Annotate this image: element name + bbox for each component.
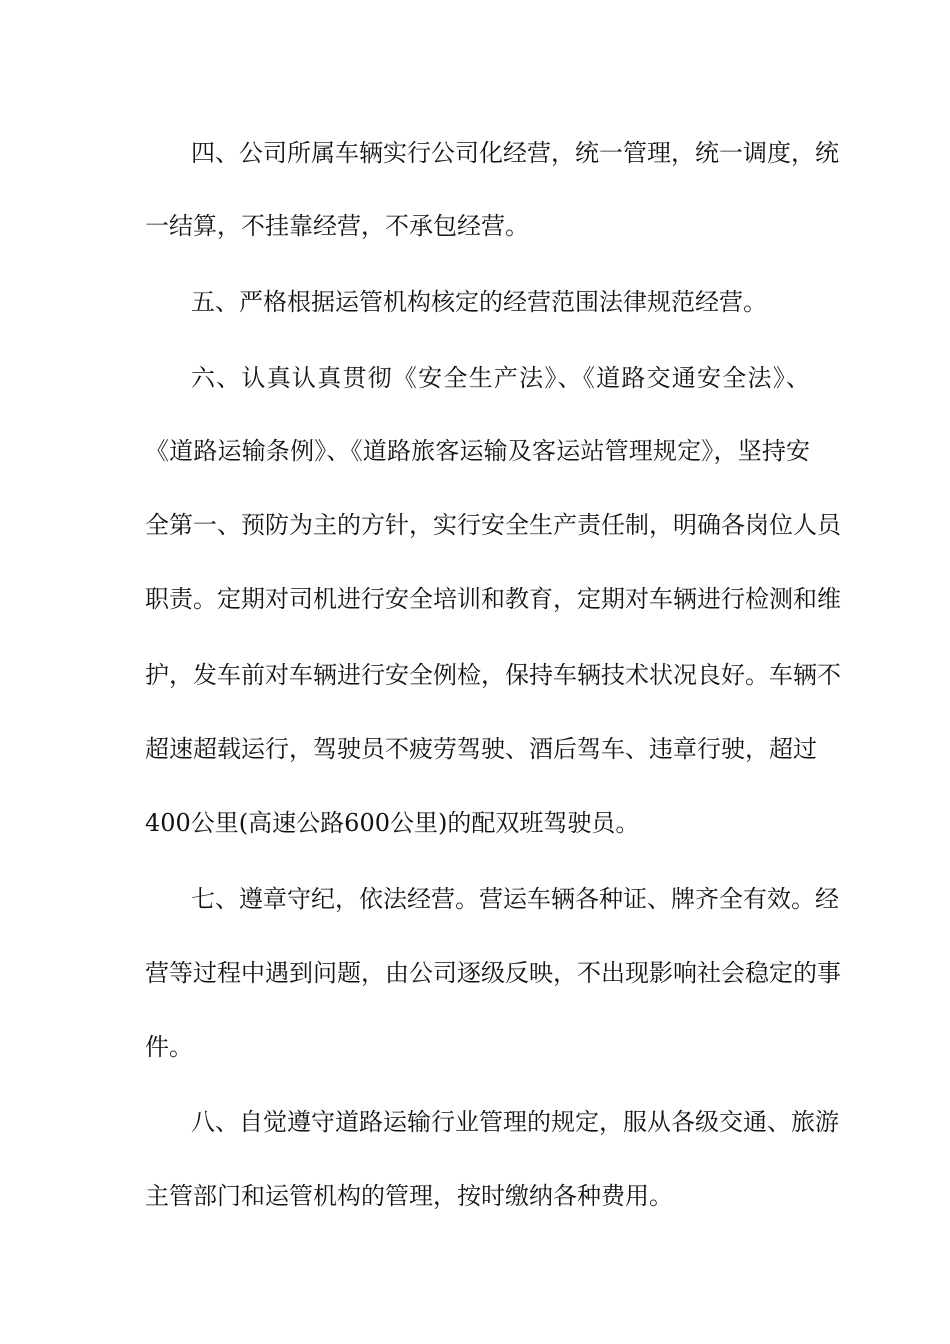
paragraph-line: 一结算，不挂靠经营，不承包经营。: [145, 212, 529, 240]
paragraph-line: 全第一、预防为主的方针，实行安全生产责任制，明确各岗位人员: [145, 511, 841, 539]
paragraph-line: 职责。定期对司机进行安全培训和教育，定期对车辆进行检测和维: [145, 585, 841, 613]
paragraph-line: 七、遵章守纪，依法经营。营运车辆各种证、牌齐全有效。经: [191, 885, 839, 913]
paragraph-line: 护，发车前对车辆进行安全例检，保持车辆技术状况良好。车辆不: [145, 661, 841, 689]
paragraph-line: 400公里(高速公路600公里)的配双班驾驶员。: [145, 809, 640, 837]
paragraph-line: 营等过程中遇到问题，由公司逐级反映，不出现影响社会稳定的事: [145, 959, 841, 987]
paragraph-line: 《道路运输条例》、《道路旅客运输及客运站管理规定》，坚持安: [145, 437, 810, 465]
paragraph-line: 四、公司所属车辆实行公司化经营，统一管理，统一调度，统: [191, 139, 839, 167]
paragraph-line: 件。: [145, 1033, 193, 1061]
paragraph-line: 六、认真认真贯彻《安全生产法》、《道路交通安全法》、: [191, 364, 810, 392]
paragraph-line: 主管部门和运管机构的管理，按时缴纳各种费用。: [145, 1182, 673, 1210]
paragraph-line: 五、严格根据运管机构核定的经营范围法律规范经营。: [191, 288, 767, 316]
paragraph-line: 超速超载运行，驾驶员不疲劳驾驶、酒后驾车、违章行驶，超过: [145, 735, 817, 763]
paragraph-line: 八、自觉遵守道路运输行业管理的规定，服从各级交通、旅游: [191, 1108, 839, 1136]
